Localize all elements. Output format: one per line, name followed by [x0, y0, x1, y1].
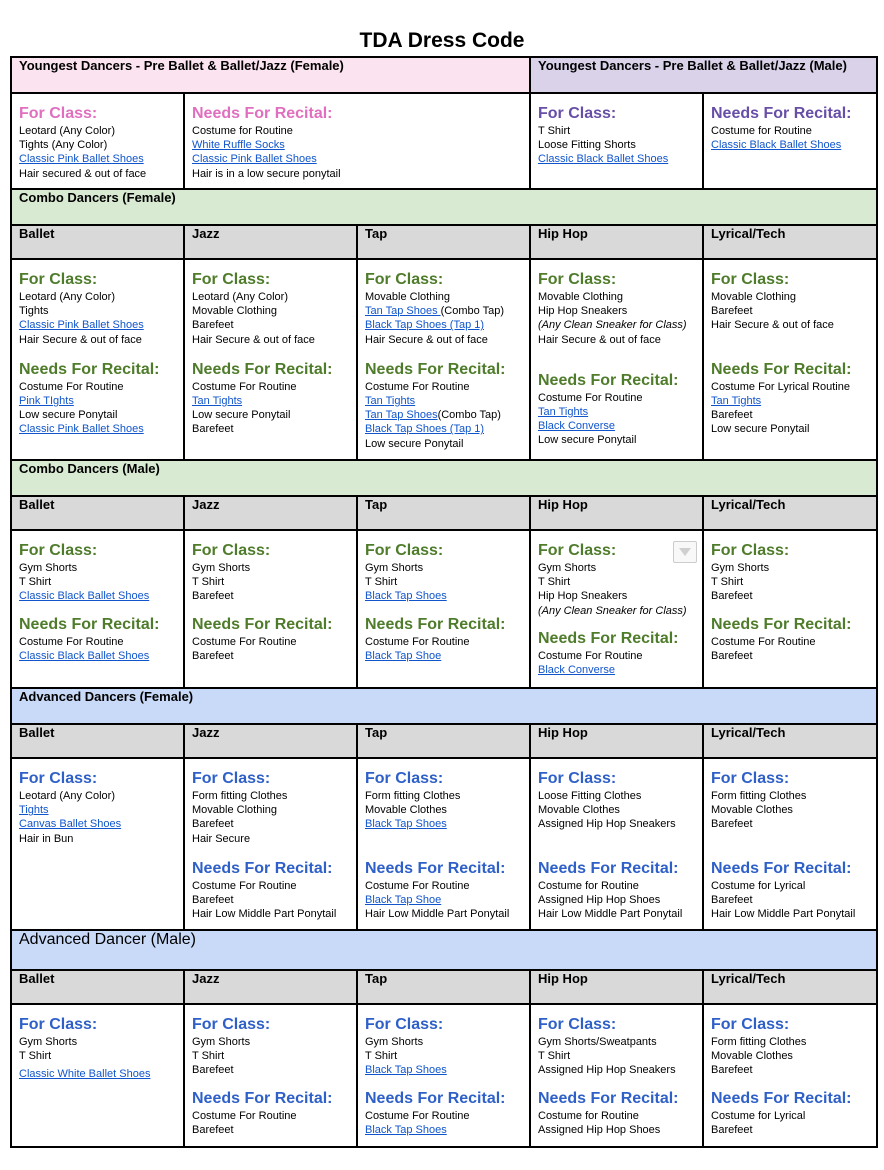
list-item: Form fitting Clothes	[365, 790, 461, 802]
recital-heading: Needs For Recital:	[365, 1089, 506, 1107]
recital-heading: Needs For Recital:	[538, 629, 679, 647]
list-item: Assigned Hip Hop Shoes	[538, 1123, 661, 1136]
combo-male-header: Combo Dancers (Male)	[11, 460, 877, 496]
for-class-heading: For Class:	[711, 271, 790, 288]
youngest-female-class-cell	[11, 93, 184, 189]
list-item: Costume For Routine	[192, 879, 297, 892]
advanced-female-header: Advanced Dancers (Female)	[11, 688, 877, 724]
product-link[interactable]: Classic Pink Ballet Shoes	[19, 423, 144, 436]
column-header-tap: Tap	[357, 724, 530, 758]
list-item: Low secure Ponytail	[19, 409, 118, 422]
list-item: Gym Shorts	[711, 562, 770, 574]
recital-heading: Needs For Recital:	[711, 859, 852, 877]
for-class-heading: For Class:	[538, 1016, 617, 1033]
list-item: Leotard (Any Color)	[19, 291, 115, 303]
combo-female-hiphop-cell	[530, 259, 703, 460]
list-item: Hair Low Middle Part Ponytail	[538, 908, 683, 921]
recital-heading: Needs For Recital:	[711, 360, 852, 378]
list-item: Costume for Routine	[538, 1109, 639, 1122]
list-item: Gym Shorts	[538, 562, 597, 574]
product-link[interactable]: Black Tap Shoes	[365, 590, 447, 603]
list-item: T Shirt	[538, 125, 571, 137]
column-header-ballet: Ballet	[11, 225, 184, 259]
product-link[interactable]: White Ruffle Socks	[192, 139, 285, 152]
product-link[interactable]: Black Tap Shoe	[365, 649, 442, 662]
list-item: Costume For Routine	[192, 635, 297, 648]
column-header-hiphop: Hip Hop	[530, 496, 703, 530]
list-item: Costume For Routine	[538, 649, 643, 662]
youngest-header-row	[11, 57, 877, 93]
list-item: Gym Shorts	[19, 562, 78, 574]
list-item: T Shirt	[192, 1050, 225, 1063]
advanced-female-tap-cell	[357, 758, 530, 930]
list-item: Movable Clothing	[192, 305, 277, 318]
combo-male-tap-cell	[357, 530, 530, 688]
column-header-ballet: Ballet	[11, 970, 184, 1004]
list-item: Movable Clothing	[538, 291, 623, 303]
for-class-heading: For Class:	[19, 271, 98, 288]
column-header-lyrical: Lyrical/Tech	[703, 225, 877, 259]
list-item: Movable Clothes	[711, 1050, 793, 1063]
for-class-heading: For Class:	[365, 1016, 444, 1033]
note-text: (Combo Tap)	[440, 305, 505, 318]
combo-female-tap-cell	[357, 259, 530, 460]
cell-dropdown-button[interactable]	[673, 541, 697, 563]
list-item: Loose Fitting Shorts	[538, 139, 636, 152]
list-item: T Shirt	[192, 576, 225, 589]
list-item: Hair is in a low secure ponytail	[192, 167, 341, 180]
combo-female-content-row	[11, 259, 877, 460]
for-class-heading: For Class:	[192, 770, 271, 787]
combo-female-header: Combo Dancers (Female)	[11, 189, 877, 225]
column-header-tap: Tap	[357, 970, 530, 1004]
list-item: Movable Clothes	[538, 804, 620, 817]
list-item: Assigned Hip Hop Sneakers	[538, 1064, 676, 1077]
dress-code-table	[10, 56, 878, 1148]
list-item: Hair Secure	[192, 832, 251, 845]
advanced-male-lyrical-cell	[703, 1004, 877, 1147]
column-header-lyrical: Lyrical/Tech	[703, 496, 877, 530]
list-item: T Shirt	[538, 1050, 571, 1063]
list-item: Tights (Any Color)	[19, 139, 108, 152]
list-item: Low secure Ponytail	[365, 437, 464, 450]
list-item: Barefeet	[192, 649, 234, 662]
list-item: Costume for Lyrical	[711, 879, 806, 892]
list-item: Barefeet	[192, 1064, 234, 1077]
list-item: Movable Clothing	[711, 291, 796, 303]
advanced-male-ballet-cell	[11, 1004, 184, 1147]
list-item: Barefeet	[711, 409, 753, 422]
product-link[interactable]: Tan Tap Shoes	[365, 305, 441, 318]
column-header-jazz: Jazz	[184, 724, 357, 758]
product-link[interactable]: Black Tap Shoes (Tap 1)	[365, 423, 485, 436]
list-item	[365, 408, 522, 422]
recital-heading: Needs For Recital:	[538, 371, 679, 389]
list-item: T Shirt	[538, 576, 571, 589]
list-item: Hair Low Middle Part Ponytail	[192, 908, 337, 921]
list-item: Barefeet	[711, 1064, 753, 1077]
advanced-male-jazz-cell	[184, 1004, 357, 1147]
for-class-heading: For Class:	[365, 542, 444, 559]
recital-heading: Needs For Recital:	[19, 615, 160, 633]
product-link[interactable]: Tan Tights	[192, 395, 243, 408]
column-header-jazz: Jazz	[184, 970, 357, 1004]
product-link[interactable]: Tan Tights	[365, 395, 416, 408]
for-class-heading: For Class:	[19, 105, 98, 122]
list-item: Costume for Routine	[711, 125, 812, 137]
note-text: (Any Clean Sneaker for Class)	[538, 319, 687, 332]
list-item: Hair Secure & out of face	[192, 333, 315, 346]
list-item: Form fitting Clothes	[192, 790, 288, 802]
advanced-male-header: Advanced Dancer (Male)	[11, 930, 877, 970]
list-item: Assigned Hip Hop Sneakers	[538, 818, 676, 831]
advanced-male-content-row	[11, 1004, 877, 1147]
for-class-heading: For Class:	[19, 542, 98, 559]
list-item: Barefeet	[711, 649, 753, 662]
list-item: Barefeet	[711, 818, 753, 831]
product-link[interactable]: Classic Black Ballet Shoes	[19, 590, 150, 603]
list-item: T Shirt	[711, 576, 744, 589]
column-header-hiphop: Hip Hop	[530, 970, 703, 1004]
product-link[interactable]: Black Converse	[538, 664, 616, 677]
advanced-female-hiphop-cell	[530, 758, 703, 930]
list-item	[365, 304, 522, 318]
column-header-tap: Tap	[357, 496, 530, 530]
list-item: Hair Secure & out of face	[365, 333, 488, 346]
advanced-female-columns	[11, 724, 877, 758]
list-item: Hair in Bun	[19, 832, 74, 845]
list-item: T Shirt	[19, 576, 52, 589]
advanced-female-ballet-cell	[11, 758, 184, 930]
advanced-male-hiphop-cell	[530, 1004, 703, 1147]
list-item: Movable Clothes	[711, 804, 793, 817]
list-item: T Shirt	[365, 576, 398, 589]
list-item: Barefeet	[192, 894, 234, 907]
list-item: Costume For Routine	[192, 380, 297, 393]
list-item: Costume For Routine	[711, 635, 816, 648]
product-link[interactable]: Classic White Ballet Shoes	[19, 1068, 151, 1081]
list-item: Costume For Lyrical Routine	[711, 380, 850, 393]
combo-female-header-row	[11, 189, 877, 225]
combo-female-lyrical-cell	[703, 259, 877, 460]
product-link[interactable]: Classic Black Ballet Shoes	[19, 649, 150, 662]
for-class-heading: For Class:	[711, 1016, 790, 1033]
column-header-ballet: Ballet	[11, 496, 184, 530]
combo-male-content-row	[11, 530, 877, 688]
combo-male-columns	[11, 496, 877, 530]
list-item: Hip Hop Sneakers	[538, 305, 628, 318]
recital-heading: Needs For Recital:	[538, 859, 679, 877]
list-item: Assigned Hip Hop Shoes	[538, 893, 661, 906]
recital-heading: Needs For Recital:	[711, 615, 852, 633]
column-header-jazz: Jazz	[184, 225, 357, 259]
recital-heading: Needs For Recital:	[192, 859, 333, 877]
for-class-heading: For Class:	[192, 542, 271, 559]
recital-heading: Needs For Recital:	[365, 615, 506, 633]
for-class-heading: For Class:	[192, 271, 271, 288]
list-item: Hair Secure & out of face	[711, 319, 834, 332]
list-item: Costume For Routine	[365, 380, 470, 393]
list-item: Hair Secure & out of face	[19, 333, 142, 346]
product-link[interactable]: Tan Tights	[711, 394, 762, 407]
for-class-heading: For Class:	[365, 770, 444, 787]
list-item: Form fitting Clothes	[711, 1036, 807, 1048]
product-link[interactable]: Classic Pink Ballet Shoes	[192, 153, 317, 166]
recital-heading: Needs For Recital:	[192, 615, 333, 633]
product-link[interactable]: Black Tap Shoes	[365, 1123, 447, 1136]
for-class-heading: For Class:	[538, 105, 617, 122]
youngest-female-recital-cell	[184, 93, 530, 189]
list-item: Costume For Routine	[19, 380, 124, 393]
column-header-hiphop: Hip Hop	[530, 225, 703, 259]
list-item: Hair Secure & out of face	[538, 333, 661, 346]
recital-heading: Needs For Recital:	[192, 105, 333, 122]
list-item: Low secure Ponytail	[192, 409, 291, 422]
recital-heading: Needs For Recital:	[192, 1089, 333, 1107]
list-item: Gym Shorts	[365, 562, 424, 574]
list-item: Barefeet	[192, 818, 234, 831]
column-header-ballet: Ballet	[11, 724, 184, 758]
list-item: T Shirt	[19, 1050, 52, 1063]
for-class-heading: For Class:	[19, 770, 98, 787]
combo-male-header-row	[11, 460, 877, 496]
list-item: Form fitting Clothes	[711, 790, 807, 802]
list-item: Gym Shorts	[192, 562, 251, 574]
list-item: Leotard (Any Color)	[192, 291, 288, 303]
list-item: Movable Clothing	[192, 804, 277, 817]
list-item: Costume For Routine	[365, 635, 470, 648]
list-item: Barefeet	[711, 1123, 753, 1136]
product-link[interactable]: Tan Tap Shoes	[365, 409, 438, 422]
note-text: (Any Clean Sneaker for Class)	[538, 604, 687, 617]
for-class-heading: For Class:	[711, 770, 790, 787]
list-item: Hair secured & out of face	[19, 167, 147, 180]
list-item: Low secure Ponytail	[538, 434, 637, 447]
list-item: Barefeet	[711, 305, 753, 318]
list-item: Hip Hop Sneakers	[538, 590, 628, 603]
youngest-male-recital-cell	[703, 93, 877, 189]
product-link[interactable]: Pink TIghts	[19, 395, 74, 408]
list-item: Tights	[19, 305, 49, 318]
recital-heading: Needs For Recital:	[538, 1089, 679, 1107]
list-item: Costume for Routine	[538, 879, 639, 892]
for-class-heading: For Class:	[711, 542, 790, 559]
recital-heading: Needs For Recital:	[711, 1089, 852, 1107]
list-item: Costume For Routine	[19, 635, 124, 648]
for-class-heading: For Class:	[538, 770, 617, 787]
for-class-heading: For Class:	[538, 271, 617, 288]
product-link[interactable]: Canvas Ballet Shoes	[19, 818, 122, 831]
list-item: Costume for Routine	[192, 125, 293, 137]
page-title: TDA Dress Code	[359, 29, 525, 52]
list-item: Gym Shorts	[365, 1036, 424, 1048]
product-link[interactable]: Classic Pink Ballet Shoes	[19, 319, 144, 332]
product-link[interactable]: Classic Black Ballet Shoes	[538, 153, 669, 166]
advanced-female-content-row	[11, 758, 877, 930]
column-header-lyrical: Lyrical/Tech	[703, 970, 877, 1004]
list-item: Barefeet	[192, 1123, 234, 1136]
combo-male-ballet-cell	[11, 530, 184, 688]
for-class-heading: For Class:	[19, 1016, 98, 1033]
product-link[interactable]: Black Tap Shoes	[365, 818, 447, 831]
list-item: Costume For Routine	[365, 1109, 470, 1122]
recital-heading: Needs For Recital:	[19, 360, 160, 378]
list-item: Movable Clothes	[365, 804, 447, 817]
list-item: Leotard (Any Color)	[19, 125, 115, 137]
list-item: Loose Fitting Clothes	[538, 790, 642, 802]
list-item: Barefeet	[192, 423, 234, 436]
for-class-heading: For Class:	[192, 1016, 271, 1033]
advanced-female-lyrical-cell	[703, 758, 877, 930]
recital-heading: Needs For Recital:	[365, 360, 506, 378]
youngest-content-row	[11, 93, 877, 189]
for-class-heading: For Class:	[538, 542, 617, 559]
column-header-hiphop: Hip Hop	[530, 724, 703, 758]
list-item: Barefeet	[711, 590, 753, 603]
combo-female-ballet-cell	[11, 259, 184, 460]
list-item: Gym Shorts	[192, 1036, 251, 1048]
product-link[interactable]: Tights	[19, 804, 49, 817]
advanced-male-columns	[11, 970, 877, 1004]
list-item: Gym Shorts	[19, 1036, 78, 1048]
list-item: Costume For Routine	[192, 1109, 297, 1122]
advanced-female-jazz-cell	[184, 758, 357, 930]
product-link[interactable]: Black Tap Shoes	[365, 1064, 447, 1077]
advanced-male-tap-cell	[357, 1004, 530, 1147]
youngest-male-header: Youngest Dancers - Pre Ballet & Ballet/Jazz (Male)	[530, 57, 877, 93]
list-item: Costume For Routine	[365, 879, 470, 892]
list-item: Movable Clothing	[365, 291, 450, 303]
product-link[interactable]: Classic Black Ballet Shoes	[711, 139, 842, 152]
list-item: Barefeet	[192, 590, 234, 603]
list-item: Gym Shorts/Sweatpants	[538, 1036, 657, 1048]
column-header-jazz: Jazz	[184, 496, 357, 530]
list-item: T Shirt	[365, 1050, 398, 1063]
combo-female-columns	[11, 225, 877, 259]
product-link[interactable]: Tan Tights	[538, 406, 589, 419]
product-link[interactable]: Classic Pink Ballet Shoes	[19, 153, 144, 166]
list-item: Hair Low Middle Part Ponytail	[365, 908, 510, 921]
recital-heading: Needs For Recital:	[711, 105, 852, 122]
product-link[interactable]: Black Tap Shoes (Tap 1)	[365, 319, 485, 332]
recital-heading: Needs For Recital:	[192, 360, 333, 378]
chevron-down-icon	[679, 548, 691, 556]
recital-heading: Needs For Recital:	[365, 859, 506, 877]
list-item: Barefeet	[711, 893, 753, 906]
note-text: (Combo Tap)	[437, 409, 501, 422]
product-link[interactable]: Black Tap Shoe	[365, 893, 442, 906]
combo-male-jazz-cell	[184, 530, 357, 688]
list-item: Leotard (Any Color)	[19, 790, 115, 802]
list-item: Costume For Routine	[538, 391, 643, 404]
list-item: Hair Low Middle Part Ponytail	[711, 908, 856, 921]
advanced-male-header-row	[11, 930, 877, 970]
youngest-male-class-cell	[530, 93, 703, 189]
combo-female-jazz-cell	[184, 259, 357, 460]
column-header-lyrical: Lyrical/Tech	[703, 724, 877, 758]
combo-male-lyrical-cell	[703, 530, 877, 688]
list-item: Low secure Ponytail	[711, 423, 810, 436]
for-class-heading: For Class:	[365, 271, 444, 288]
column-header-tap: Tap	[357, 225, 530, 259]
list-item: Barefeet	[192, 319, 234, 332]
list-item: Costume for Lyrical	[711, 1109, 806, 1122]
product-link[interactable]: Black Converse	[538, 420, 616, 433]
advanced-female-header-row	[11, 688, 877, 724]
youngest-female-header: Youngest Dancers - Pre Ballet & Ballet/Jazz (Female)	[11, 57, 530, 93]
